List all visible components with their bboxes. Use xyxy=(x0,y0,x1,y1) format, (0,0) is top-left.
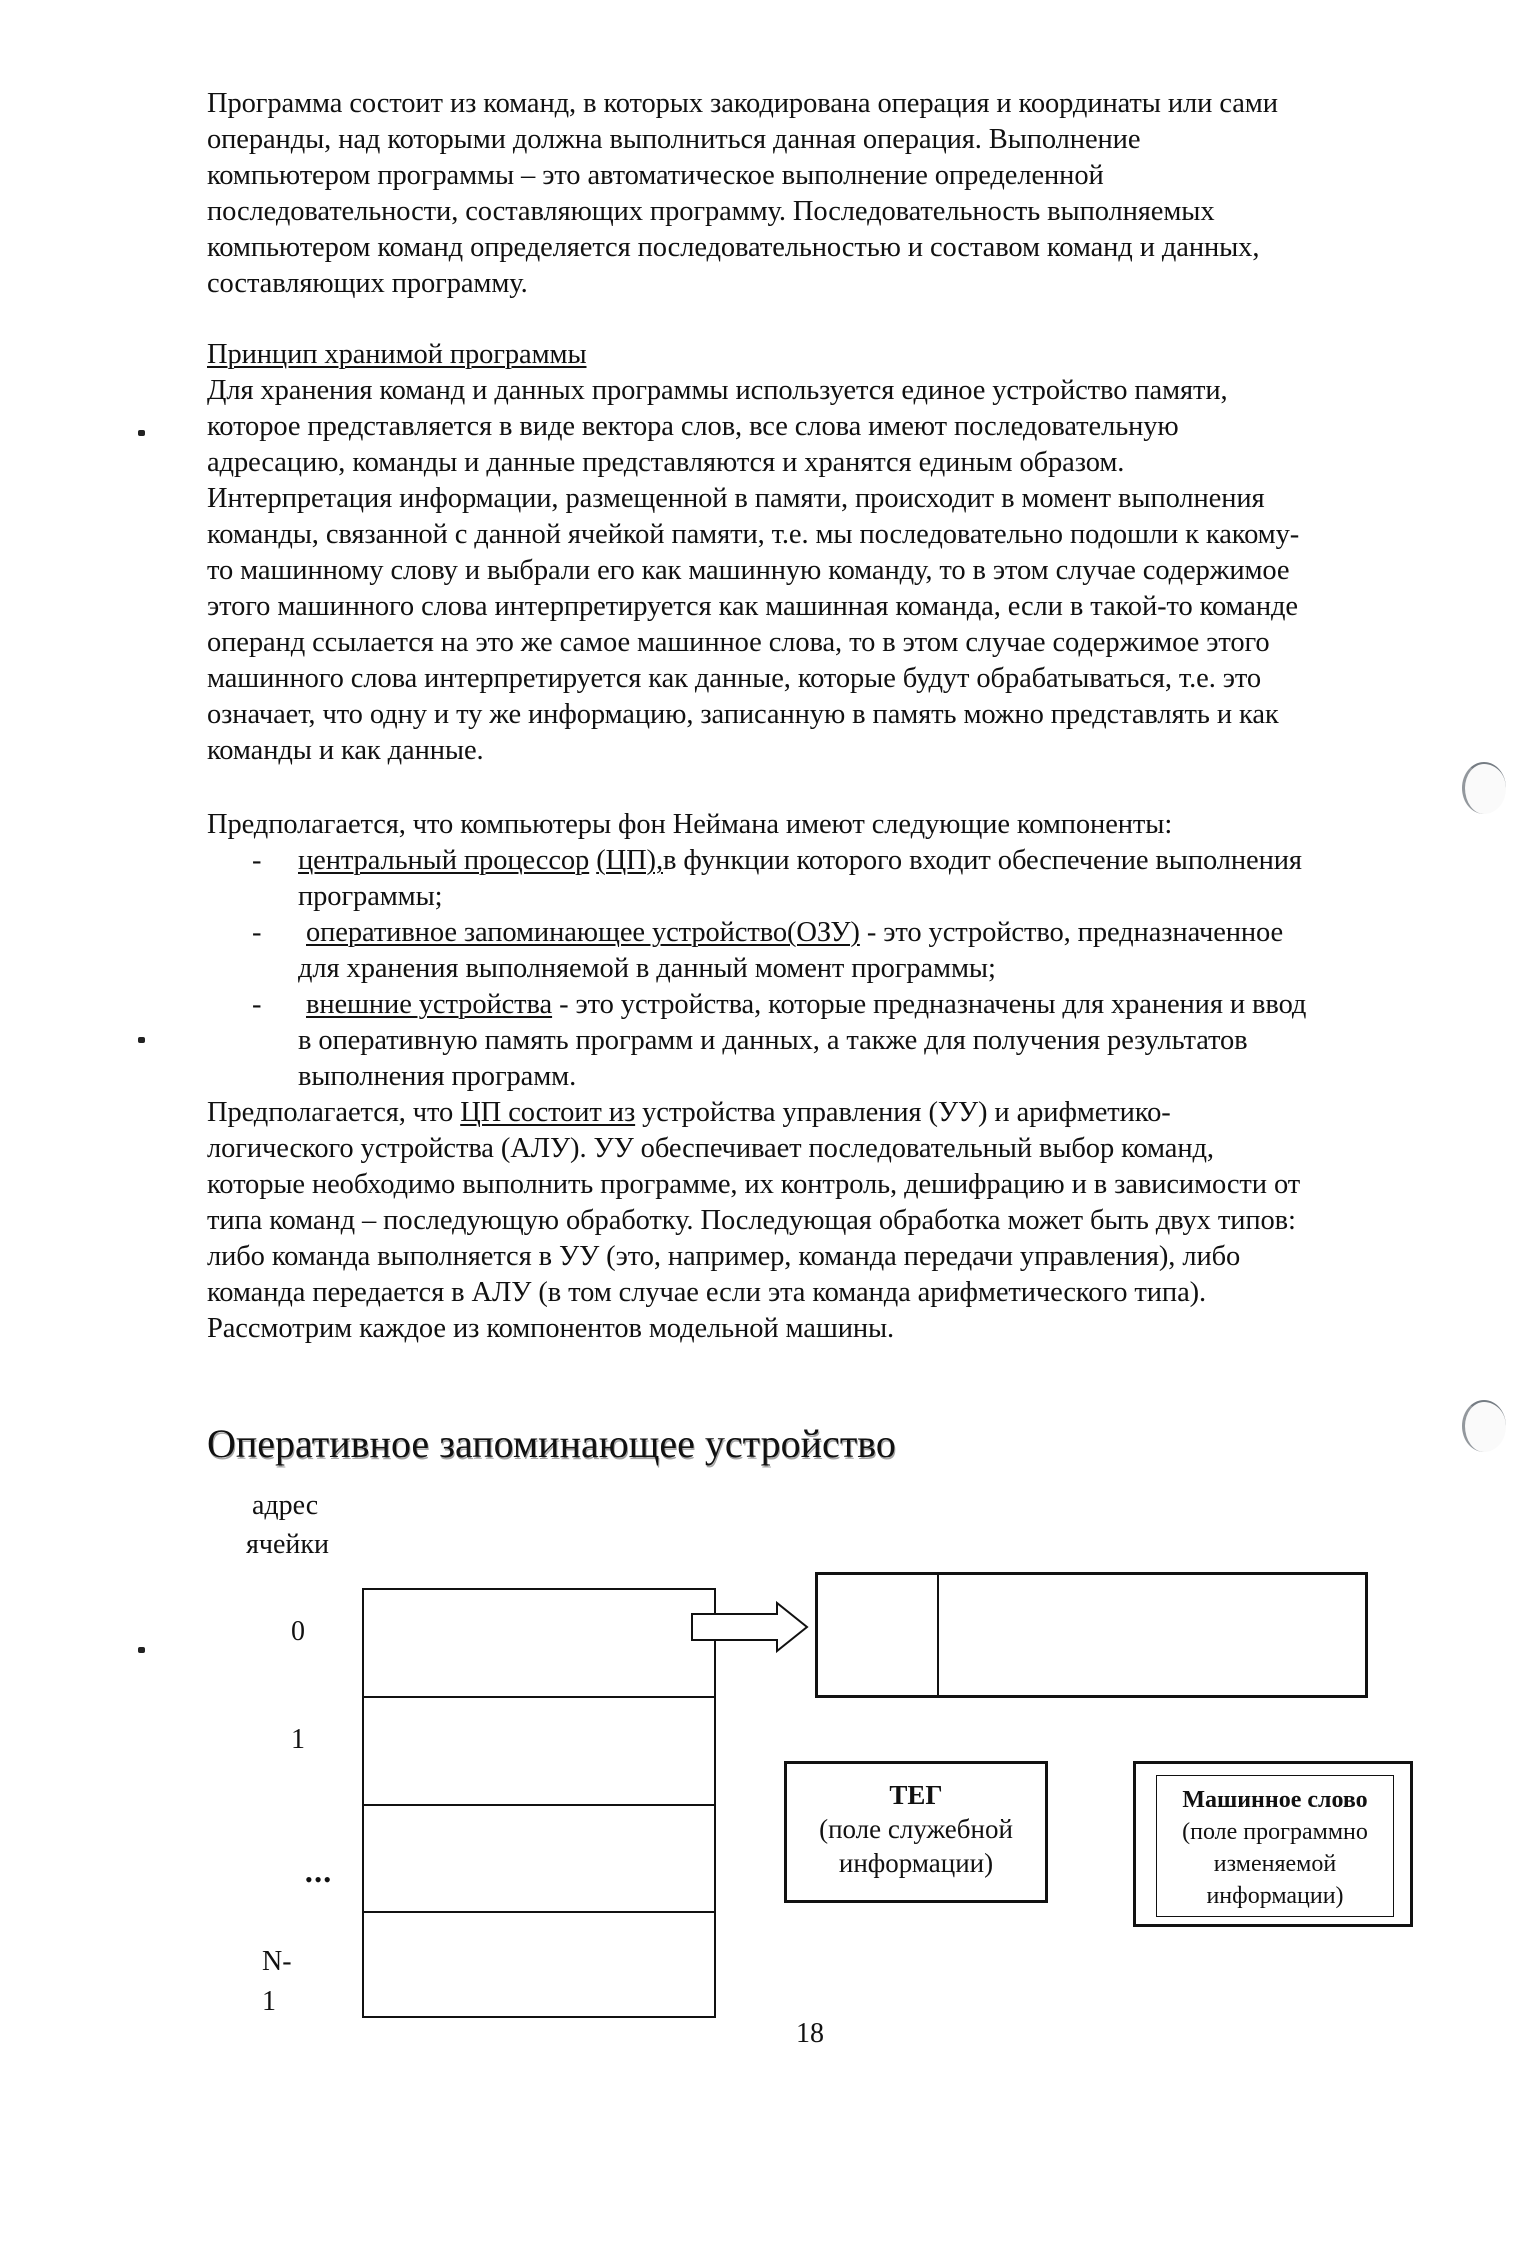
ellipsis-label: • • • xyxy=(305,1867,330,1892)
address-label-line2: ячейки xyxy=(246,1529,329,1560)
text-line: компьютером программы – это автоматическое выполнение определенной xyxy=(207,160,1104,191)
cell-label-n-minus-digit: 1 xyxy=(262,1986,276,2017)
memory-cells xyxy=(362,1588,716,2018)
cell-divider xyxy=(364,1804,714,1806)
punch-hole xyxy=(1462,1400,1506,1452)
text-line: машинного слова интерпретируется как данные, которые будут обрабатываться, т.е. это xyxy=(207,663,1262,694)
text: устройства управления (УУ) и арифметико- xyxy=(635,1097,1171,1128)
text-line: то машинному слову и выбрали его как машинную команду, то в этом случае содержимое xyxy=(207,555,1290,586)
components-intro: Предполагается, что компьютеры фон Неймана имеют следующие компоненты: xyxy=(207,809,1173,840)
item-text: - это устройства, которые предназначены для хранения и ввод xyxy=(552,989,1307,1020)
page-number: 18 xyxy=(796,2018,824,2049)
text-line: этого машинного слова интерпретируется как машинная команда, если в такой-то команде xyxy=(207,591,1298,622)
address-label-line1: адрес xyxy=(252,1490,319,1521)
text-line: либо команда выполняется в УУ (это, например, команда передачи управления), либо xyxy=(207,1241,1241,1272)
cell-divider xyxy=(364,1911,714,1913)
subsection-title: Принцип хранимой программы xyxy=(207,339,587,370)
text-line: означает, что одну и ту же информацию, записанную в память можно представлять и как xyxy=(207,699,1279,730)
list-item-cpu xyxy=(298,843,1302,879)
term: внешние устройства xyxy=(306,989,553,1020)
text-line: команды, связанной с данной ячейкой памяти, т.е. мы последовательно подошли к какому- xyxy=(207,519,1300,550)
cell-label-0: 0 xyxy=(291,1616,305,1647)
list-item-external xyxy=(306,987,1306,1023)
term: оперативное запоминающее устройство(ОЗУ) xyxy=(306,917,860,948)
tag-desc-line: информации) xyxy=(838,1848,994,1878)
text-line: логического устройства (АЛУ). УУ обеспечивает последовательный выбор команд, xyxy=(207,1133,1214,1164)
word-legend-box xyxy=(1133,1761,1413,1927)
item-text: в функции которого входит обеспечение выполнения xyxy=(662,845,1302,876)
arrow-right-icon xyxy=(688,1600,812,1654)
text: Предполагается, что xyxy=(207,1097,461,1128)
list-bullet: - xyxy=(252,845,262,876)
term-abbr: (ЦП), xyxy=(596,845,663,876)
tag-field-divider xyxy=(937,1575,939,1695)
scan-speck xyxy=(138,1037,145,1043)
text-line: Программа состоит из команд, в которых закодирована операция и координаты или сами xyxy=(207,88,1278,119)
word-desc-line: информации) xyxy=(1206,1883,1344,1909)
list-item-cont: программы; xyxy=(298,881,443,912)
list-bullet: - xyxy=(252,989,262,1020)
list-item-cont: для хранения выполняемой в данный момент программы; xyxy=(298,953,996,984)
cell-label-n-minus: N- xyxy=(262,1946,292,1977)
text-line: команда передается в АЛУ (в том случае если эта команда арифметического типа). xyxy=(207,1277,1207,1308)
text-line: команды и как данные. xyxy=(207,735,484,766)
tag-title: ТЕГ xyxy=(889,1780,943,1810)
list-item-cont: в оперативную память программ и данных, а также для получения результатов xyxy=(298,1025,1248,1056)
punch-hole xyxy=(1462,762,1506,814)
text-line: адресацию, команды и данные представляются и хранятся единым образом. xyxy=(207,447,1125,478)
text-line: Рассмотрим каждое из компонентов модельной машины. xyxy=(207,1313,895,1344)
text-line: компьютером команд определяется последовательностью и составом команд и данных, xyxy=(207,232,1260,263)
scan-speck xyxy=(138,430,145,436)
section-heading: Оперативное запоминающее устройство xyxy=(207,1421,896,1466)
text-line: Интерпретация информации, размещенной в памяти, происходит в момент выполнения xyxy=(207,483,1265,514)
list-item-ram xyxy=(306,915,1283,951)
list-bullet: - xyxy=(252,917,262,948)
underlined-text: ЦП состоит из xyxy=(460,1097,636,1128)
text-line: типа команд – последующую обработку. Последующая обработка может быть двух типов: xyxy=(207,1205,1296,1236)
word-legend-inner xyxy=(1156,1775,1394,1917)
tag-desc-line: (поле служебной xyxy=(819,1814,1013,1844)
list-item-cont: выполнения программ. xyxy=(298,1061,577,1092)
word-desc-line: (поле программно xyxy=(1182,1819,1368,1845)
text-line: которые необходимо выполнить программе, их контроль, дешифрацию и в зависимости от xyxy=(207,1169,1301,1200)
item-text: - это устройство, предназначенное xyxy=(859,917,1284,948)
cell-divider xyxy=(364,1696,714,1698)
word-desc-line: изменяемой xyxy=(1213,1851,1337,1877)
text-line: которое представляется в виде вектора слов, все слова имеют последовательную xyxy=(207,411,1179,442)
memory-word-structure xyxy=(815,1572,1368,1698)
scan-speck xyxy=(138,1647,145,1653)
text-line: последовательности, составляющих программу. Последовательность выполняемых xyxy=(207,196,1215,227)
text-line xyxy=(207,1095,1171,1131)
text-line: составляющих программу. xyxy=(207,268,528,299)
text-line: операнд ссылается на это же самое машинное слова, то в этом случае содержимое этого xyxy=(207,627,1270,658)
word-title: Машинное слово xyxy=(1182,1787,1368,1813)
text-line: Для хранения команд и данных программы используется единое устройство памяти, xyxy=(207,375,1228,406)
term: центральный процессор xyxy=(298,845,590,876)
tag-legend-box xyxy=(784,1761,1048,1903)
text-line: операнды, над которыми должна выполниться данная операция. Выполнение xyxy=(207,124,1141,155)
cell-label-1: 1 xyxy=(291,1724,305,1755)
